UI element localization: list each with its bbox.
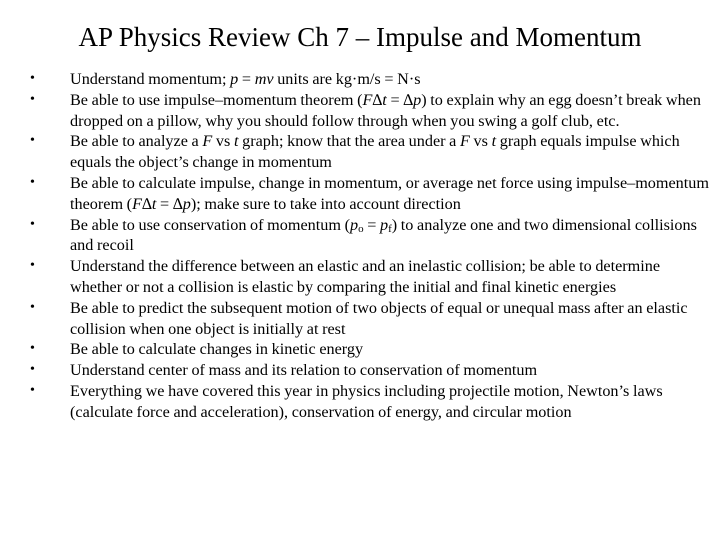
bullet-marker: • — [30, 133, 35, 149]
bullet-text — [70, 381, 710, 423]
bullet-marker: • — [30, 299, 35, 315]
bullet-marker: • — [30, 258, 35, 274]
bullet-item — [30, 339, 710, 360]
bullet-text — [70, 173, 710, 215]
bullet-item — [30, 215, 710, 257]
bullet-text-segment: F — [202, 132, 213, 151]
bullet-text-segment: Be able to predict the subsequent motion of two objects of equal or unequal mass after an elastic collision when one object is initially at rest — [70, 298, 688, 338]
bullet-marker: • — [30, 341, 35, 357]
bullet-text-segment: Be able to analyze a — [70, 132, 203, 151]
bullet-text — [70, 360, 710, 381]
bullet-text-segment: t — [233, 132, 239, 151]
bullet-text-segment: p — [349, 215, 359, 234]
bullet-item — [30, 69, 710, 90]
bullet-text — [70, 256, 710, 298]
bullet-text-segment: o — [358, 222, 364, 235]
bullet-text-segment: = — [386, 90, 404, 109]
bullet-text — [70, 215, 710, 257]
bullet-text-segment: = — [363, 215, 380, 234]
bullet-text-segment: f — [388, 222, 392, 235]
bullet-item — [30, 90, 710, 132]
bullet-text-segment: Understand center of mass and its relation to conservation of momentum — [70, 361, 538, 380]
bullet-marker: • — [30, 71, 35, 86]
bullet-text-segment: vs — [212, 132, 234, 151]
bullet-marker: • — [30, 362, 35, 378]
bullet-text-segment: F∆t — [362, 90, 387, 109]
bullet-text-segment: ) to analyze one and two dimensional collisions and recoil — [70, 215, 697, 255]
bullet-text-segment: = — [238, 70, 255, 88]
bullet-item — [30, 298, 710, 340]
bullet-text-segment: mv — [254, 70, 274, 88]
bullet-list — [30, 69, 710, 423]
bullet-text-segment: = — [156, 194, 173, 213]
bullet-text-segment: Be able to use impulse–momentum theorem ( — [70, 90, 363, 109]
bullet-text-segment: graph equals impulse which equals the object’s change in momentum — [70, 132, 680, 172]
slide-title: AP Physics Review Ch 7 – Impulse and Momentum — [78, 22, 642, 52]
bullet-item — [30, 360, 710, 381]
bullet-text-segment: t — [491, 132, 497, 151]
bullet-text-segment: units are kg·m/s = N·s — [273, 70, 421, 88]
bullet-text-segment: graph; know that the area under a — [238, 132, 461, 151]
bullet-text-segment: Be able to calculate changes in kinetic energy — [70, 340, 364, 359]
bullet-marker: • — [30, 382, 35, 398]
bullet-text-segment: Be able to calculate impulse, change in momentum, or average net force using impulse–momentum theorem ( — [70, 173, 709, 213]
bullet-text-segment: Understand momentum; — [70, 70, 231, 88]
bullet-text-segment: p — [380, 215, 389, 234]
bullet-item — [30, 131, 710, 173]
bullet-text-segment: F — [460, 132, 470, 151]
bullet-text — [70, 339, 710, 360]
bullet-text-segment: Understand the difference between an elastic and an inelastic collision; be able to determine whether or not a collision is elastic by comparing the initial and final kinetic energies — [70, 257, 661, 296]
bullet-marker: • — [30, 174, 35, 190]
bullet-text-segment: p — [230, 70, 239, 88]
bullet-text-segment: ∆p — [403, 90, 422, 109]
bullet-text-segment: F∆t — [132, 194, 157, 213]
bullet-marker: • — [30, 91, 35, 107]
bullet-text-segment: Everything we have covered this year in physics including projectile motion, Newton’s laws (calculate force and acceleration), conservation of energy, and circular motion — [70, 381, 663, 421]
bullet-item — [30, 256, 710, 298]
bullet-marker: • — [30, 216, 35, 232]
bullet-text — [70, 298, 710, 340]
bullet-text — [70, 131, 710, 173]
bullet-text — [70, 69, 710, 90]
bullet-text-segment: vs — [469, 132, 492, 151]
bullet-text — [70, 90, 710, 132]
bullet-text-segment: ) to explain why an egg doesn’t break when dropped on a pillow, why you should follow through when you swing a golf club, etc. — [70, 90, 701, 130]
bullet-text-segment: Be able to use conservation of momentum ( — [70, 215, 350, 234]
bullet-text-segment: ); make sure to take into account direction — [190, 194, 461, 213]
bullet-text-segment: ∆p — [172, 194, 191, 213]
bullet-item — [30, 381, 710, 423]
bullet-item — [30, 173, 710, 215]
